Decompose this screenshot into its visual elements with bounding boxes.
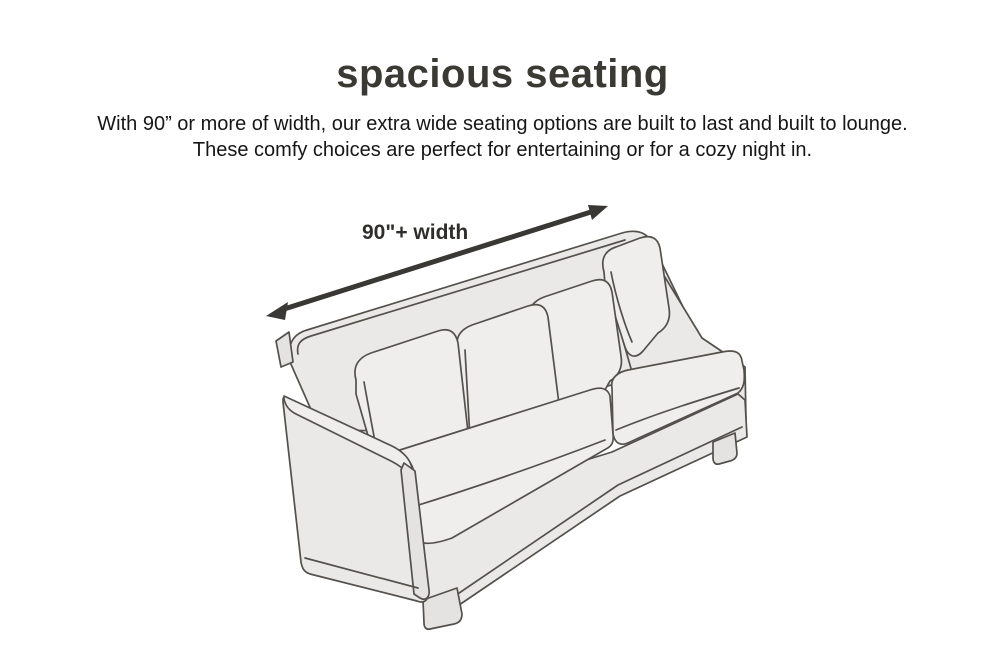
- dimension-arrow-head-right: [588, 205, 608, 220]
- sofa-back-left-cap: [276, 332, 293, 367]
- description-line-1: With 90” or more of width, our extra wide seating options are built to last and built to lounge.: [97, 113, 908, 135]
- page-title: spacious seating: [336, 52, 669, 96]
- description-line-2: These comfy choices are perfect for entertaining or for a cozy night in.: [192, 139, 813, 161]
- dimension-label: 90"+ width: [362, 221, 469, 244]
- dimension-arrow-head-left: [266, 302, 288, 320]
